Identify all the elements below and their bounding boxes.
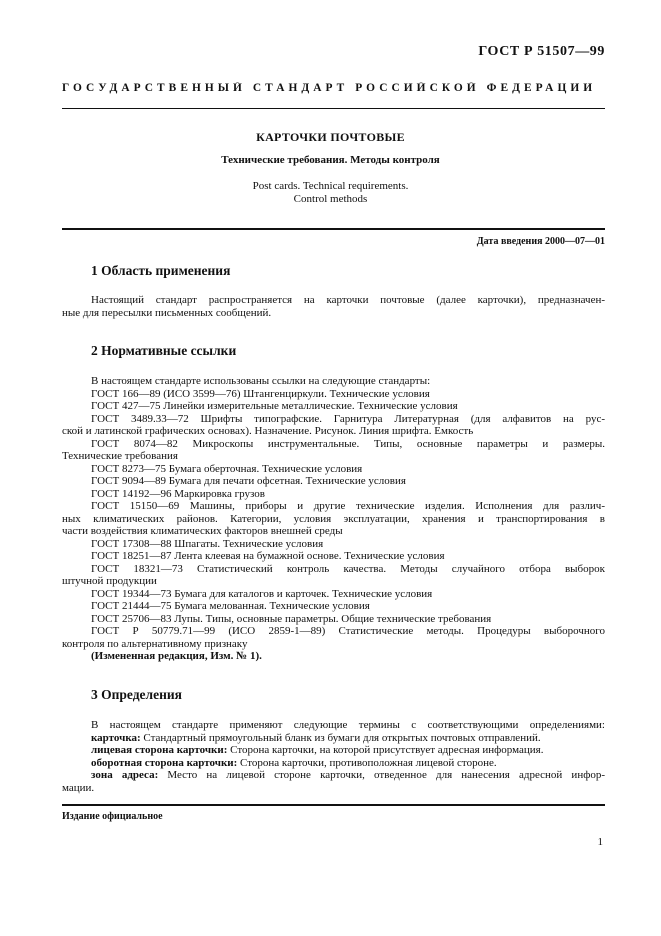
reference-line: ГОСТ 25706—83 Лупы. Типы, основные параметры. Общие технические требования bbox=[91, 612, 492, 625]
reference-line: контроля по альтернативному признаку bbox=[62, 637, 248, 650]
reference-line: ГОСТ 8074—82 Микроскопы инструментальные. Типы, основные параметры и размеры. bbox=[91, 437, 605, 450]
title-rule bbox=[62, 228, 605, 230]
text-line: В настоящем стандарте применяют следующие термины с соответствующими определениями: bbox=[91, 719, 605, 731]
section-1-body bbox=[62, 294, 605, 319]
reference-line: ных климатических районов. Категории, условия эксплуатации, хранения и транспортирования в bbox=[62, 512, 605, 525]
reference-line: Технические требования bbox=[62, 450, 178, 462]
definition-line bbox=[62, 744, 605, 757]
introduction-date: Дата введения 2000—07—01 bbox=[476, 236, 605, 247]
reference-line: ГОСТ 9094—89 Бумага для печати офсетная. Технические условия bbox=[91, 475, 406, 487]
reference-line: штучной продукции bbox=[62, 575, 157, 587]
definition-line bbox=[62, 769, 605, 782]
amendment-note: (Измененная редакция, Изм. № 1). bbox=[91, 650, 262, 662]
header-rule bbox=[62, 108, 605, 109]
definition-line bbox=[62, 757, 605, 770]
reference-line: ГОСТ 19344—73 Бумага для каталогов и карточек. Технические условия bbox=[91, 587, 433, 600]
page-number: 1 bbox=[597, 836, 603, 848]
definition-text: Сторона карточки, на которой присутствует адресная информация. bbox=[230, 744, 544, 756]
reference-line: ГОСТ 18251—87 Лента клеевая на бумажной основе. Технические условия bbox=[91, 550, 445, 562]
reference-line: ГОСТ 427—75 Линейки измерительные металлические. Технические условия bbox=[91, 400, 458, 412]
text-line: В настоящем стандарте использованы ссылки на следующие стандарты: bbox=[91, 375, 431, 387]
edition-label: Издание официальное bbox=[62, 811, 163, 822]
definition-term: зона адреса: bbox=[91, 769, 159, 781]
footer-rule bbox=[62, 804, 605, 806]
definition-text: Стандартный прямоугольный бланк из бумаги для открытых почтовых отправлений. bbox=[143, 731, 541, 744]
state-standard-banner: ГОСУДАРСТВЕННЫЙ СТАНДАРТ РОССИЙСКОЙ ФЕДЕРАЦИИ bbox=[62, 82, 597, 94]
reference-line: ГОСТ Р 50779.71—99 (ИСО 2859-1—89) Статистические методы. Процедуры выборочного bbox=[91, 625, 605, 637]
section-3-body bbox=[62, 719, 605, 794]
definition-term: карточка: bbox=[91, 731, 141, 744]
english-title bbox=[0, 180, 661, 205]
reference-line: ГОСТ 21444—75 Бумага мелованная. Технические условия bbox=[91, 600, 370, 612]
reference-line: ГОСТ 3489.33—72 Шрифты типографские. Гарнитура Литературная (для алфавитов на рус- bbox=[91, 412, 605, 425]
document-code: ГОСТ Р 51507—99 bbox=[478, 44, 605, 59]
section-2-body bbox=[62, 375, 605, 663]
english-title-line: Control methods bbox=[293, 192, 368, 205]
document-title: КАРТОЧКИ ПОЧТОВЫЕ bbox=[256, 130, 405, 144]
definition-term: оборотная сторона карточки: bbox=[91, 756, 238, 769]
reference-line: ской и латинской графических основах). Назначение. Рисунок. Линия шрифта. Емкость bbox=[62, 425, 474, 437]
text-line: Настоящий стандарт распространяется на карточки почтовые (далее карточки), предназначен- bbox=[91, 294, 605, 306]
definition-line bbox=[62, 732, 605, 745]
english-title-line: Post cards. Technical requirements. bbox=[252, 180, 409, 192]
reference-line: ГОСТ 17308—88 Шпагаты. Технические условия bbox=[91, 537, 324, 550]
definition-text: Место на лицевой стороне карточки, отведенное для нанесения адресной инфор- bbox=[167, 769, 606, 781]
text-line: мации. bbox=[62, 781, 95, 794]
reference-line: ГОСТ 8273—75 Бумага оберточная. Технические условия bbox=[91, 462, 363, 475]
section-1-heading: 1 Область применения bbox=[91, 263, 231, 278]
reference-line: ГОСТ 14192—96 Маркировка грузов bbox=[91, 487, 265, 500]
reference-line: части воздействия климатических факторов внешней среды bbox=[62, 525, 343, 537]
section-2-heading: 2 Нормативные ссылки bbox=[91, 343, 237, 358]
reference-line: ГОСТ 15150—69 Машины, приборы и другие технические изделия. Исполнения для различ- bbox=[91, 500, 605, 512]
text-line: ные для пересылки письменных сообщений. bbox=[62, 306, 272, 319]
definition-text: Сторона карточки, противоположная лицевой стороне. bbox=[240, 756, 497, 769]
reference-line: ГОСТ 166—89 (ИСО 3599—76) Штангенциркули. Технические условия bbox=[91, 387, 430, 400]
document-subtitle: Технические требования. Методы контроля bbox=[221, 154, 440, 166]
section-3-heading: 3 Определения bbox=[91, 687, 182, 702]
definition-term: лицевая сторона карточки: bbox=[91, 744, 228, 756]
reference-line: ГОСТ 18321—73 Статистический контроль качества. Методы случайного отбора выборок bbox=[91, 562, 605, 575]
